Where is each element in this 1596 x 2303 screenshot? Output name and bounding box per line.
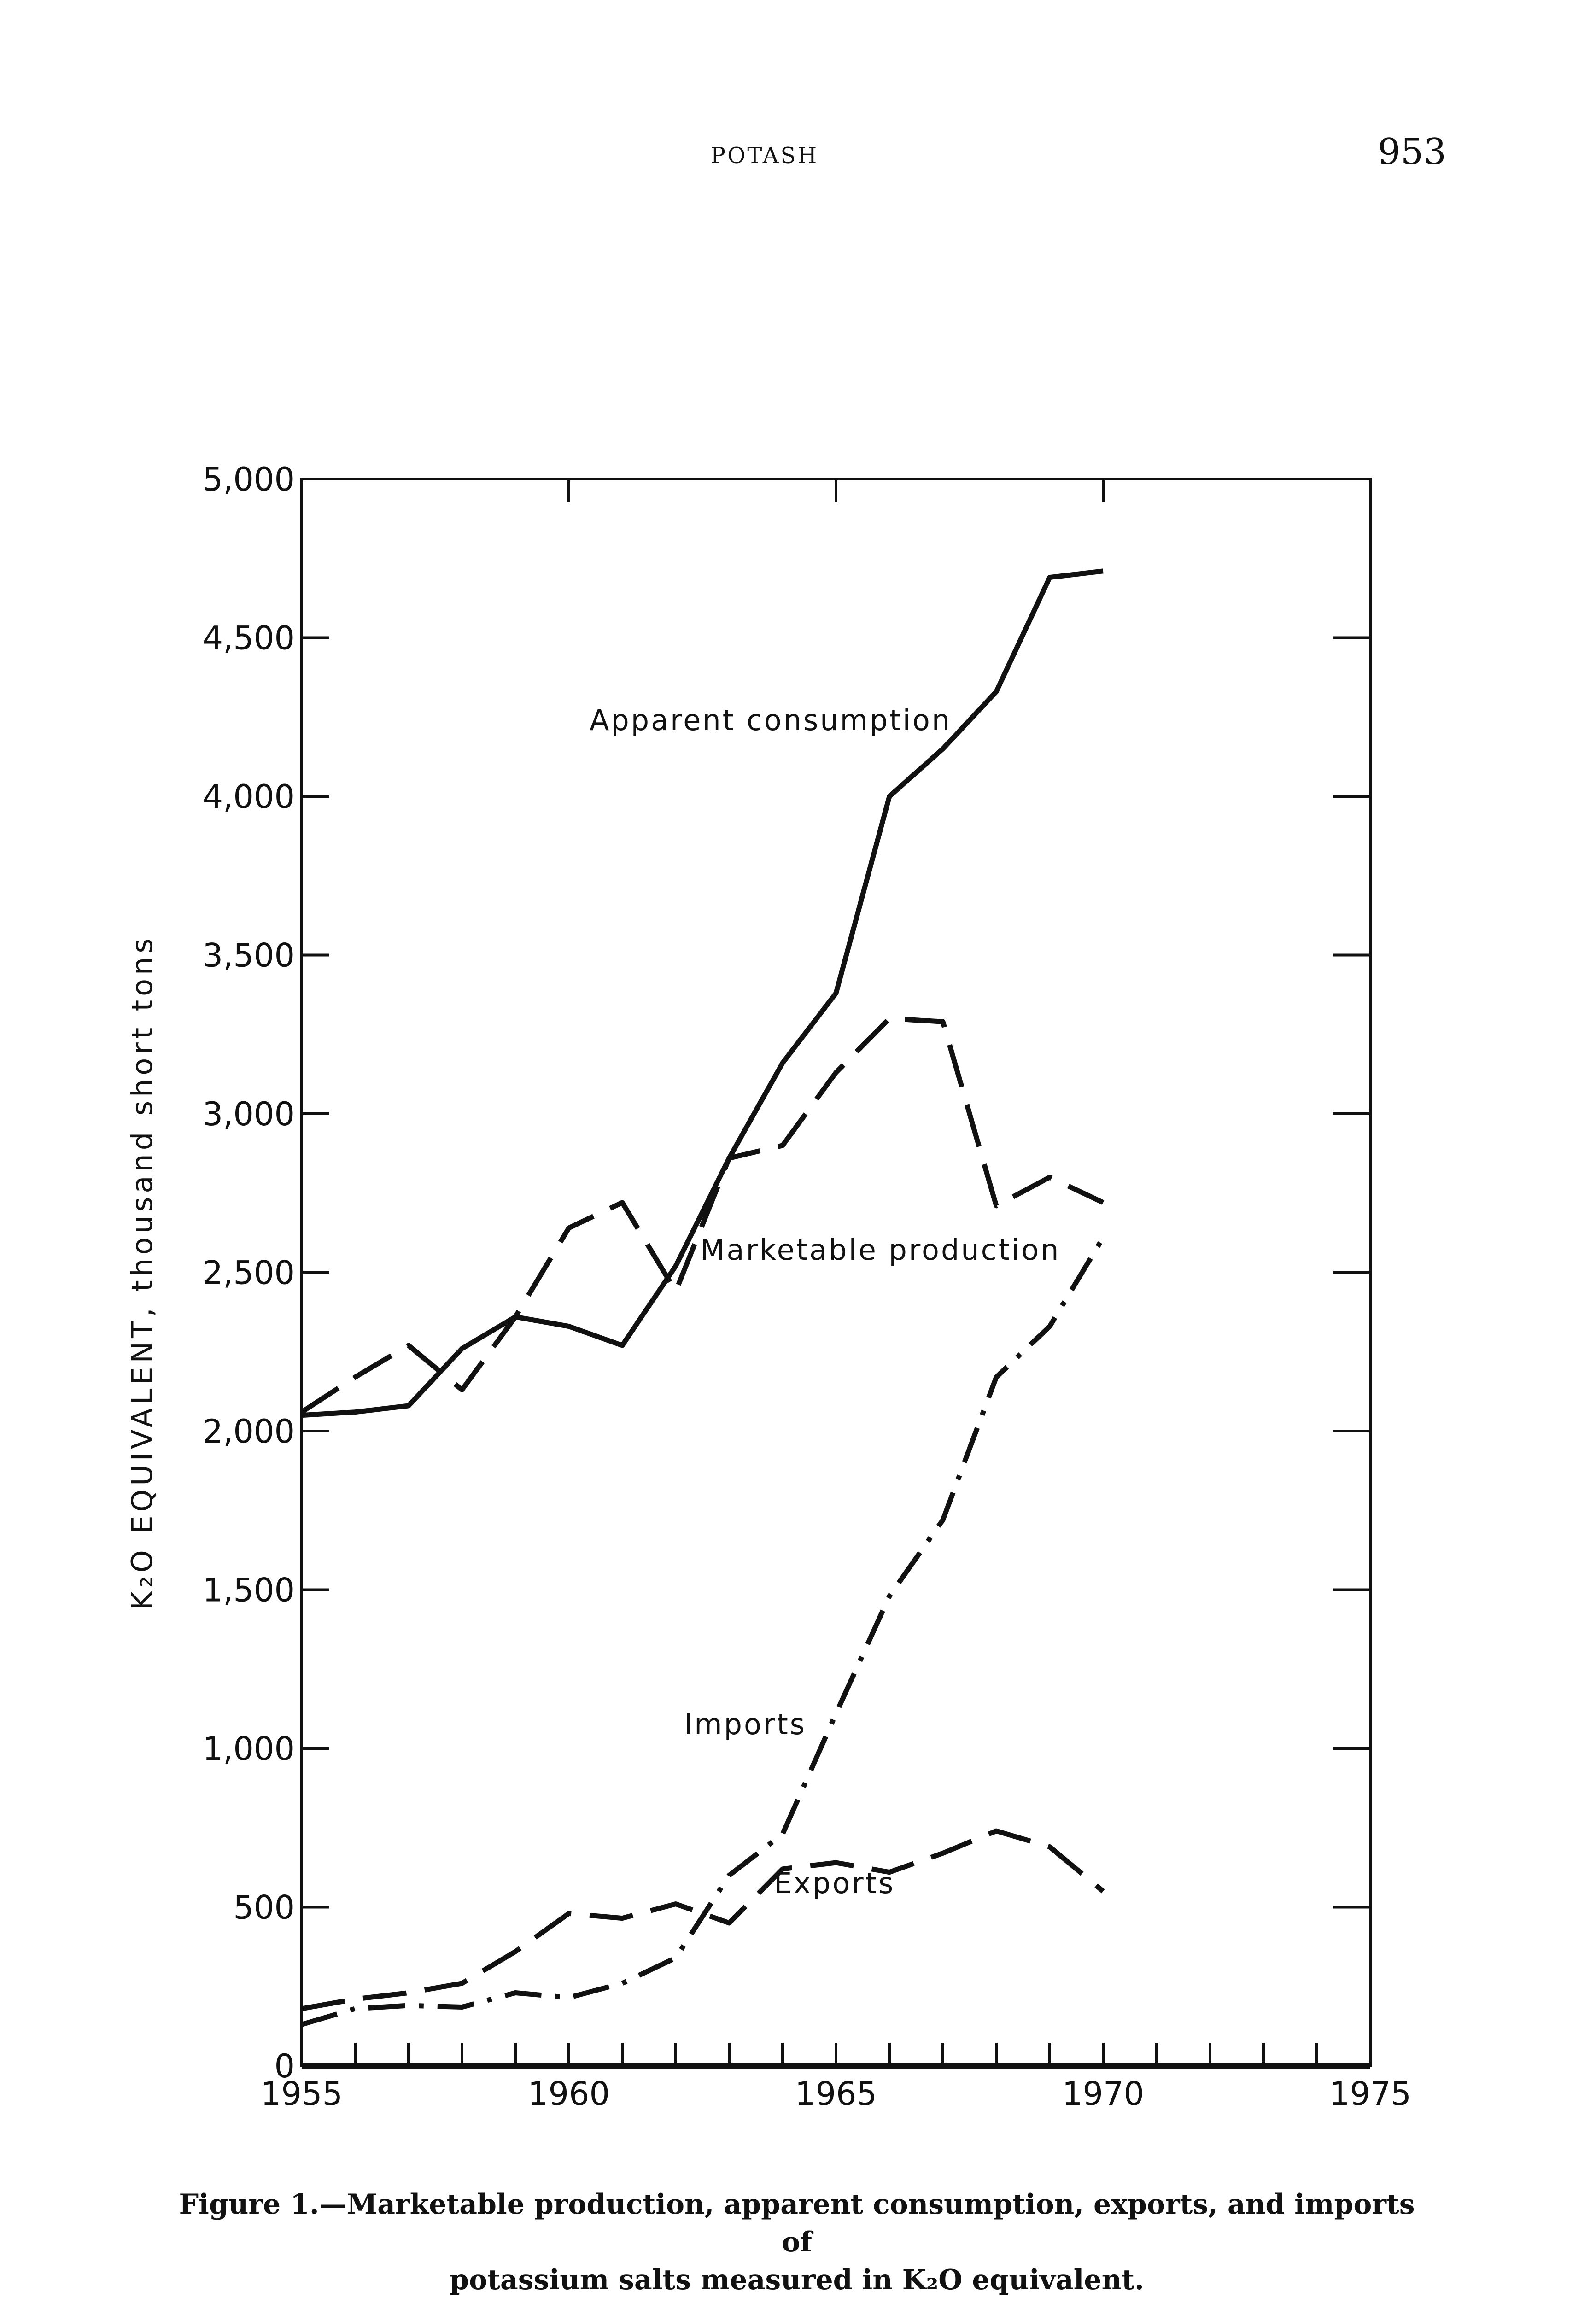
y-tick-label: 2,000 xyxy=(202,1413,295,1450)
series-label-2: Imports xyxy=(684,1707,807,1741)
series-label-3: Exports xyxy=(774,1866,895,1900)
series-label-1: Marketable production xyxy=(700,1233,1061,1267)
running-header: POTASH xyxy=(710,143,819,169)
x-tick-label: 1975 xyxy=(1329,2075,1412,2113)
y-tick-label: 500 xyxy=(233,1888,295,1927)
y-tick-label: 4,500 xyxy=(202,619,295,657)
y-tick-label: 3,000 xyxy=(202,1095,295,1133)
y-tick-label: 2,500 xyxy=(202,1254,295,1292)
y-tick-label: 1,000 xyxy=(202,1730,295,1768)
x-tick-label: 1960 xyxy=(527,2075,610,2113)
y-tick-label: 3,500 xyxy=(202,936,295,975)
x-tick-label: 1970 xyxy=(1062,2075,1145,2113)
series-label-0: Apparent consumption xyxy=(590,703,952,737)
y-tick-label: 5,000 xyxy=(202,461,295,498)
y-tick-label: 0 xyxy=(274,2047,295,2085)
y-tick-label: 4,000 xyxy=(202,778,295,816)
series-lines xyxy=(302,571,1103,2025)
figure-caption xyxy=(175,2186,1419,2299)
y-axis-title: K₂O EQUIVALENT, thousand short tons xyxy=(125,935,159,1610)
x-tick-label: 1955 xyxy=(260,2075,343,2113)
series-line-0 xyxy=(302,571,1103,1415)
x-tick-label: 1965 xyxy=(795,2075,877,2113)
caption-line-2: potassium salts measured in K₂O equivalent. xyxy=(450,2264,1144,2296)
y-tick-label: 1,500 xyxy=(202,1571,295,1609)
page-number: 953 xyxy=(1378,131,1446,173)
caption-line-1: Figure 1.—Marketable production, apparent consumption, exports, and imports of xyxy=(179,2188,1415,2258)
series-labels xyxy=(590,703,1060,1900)
